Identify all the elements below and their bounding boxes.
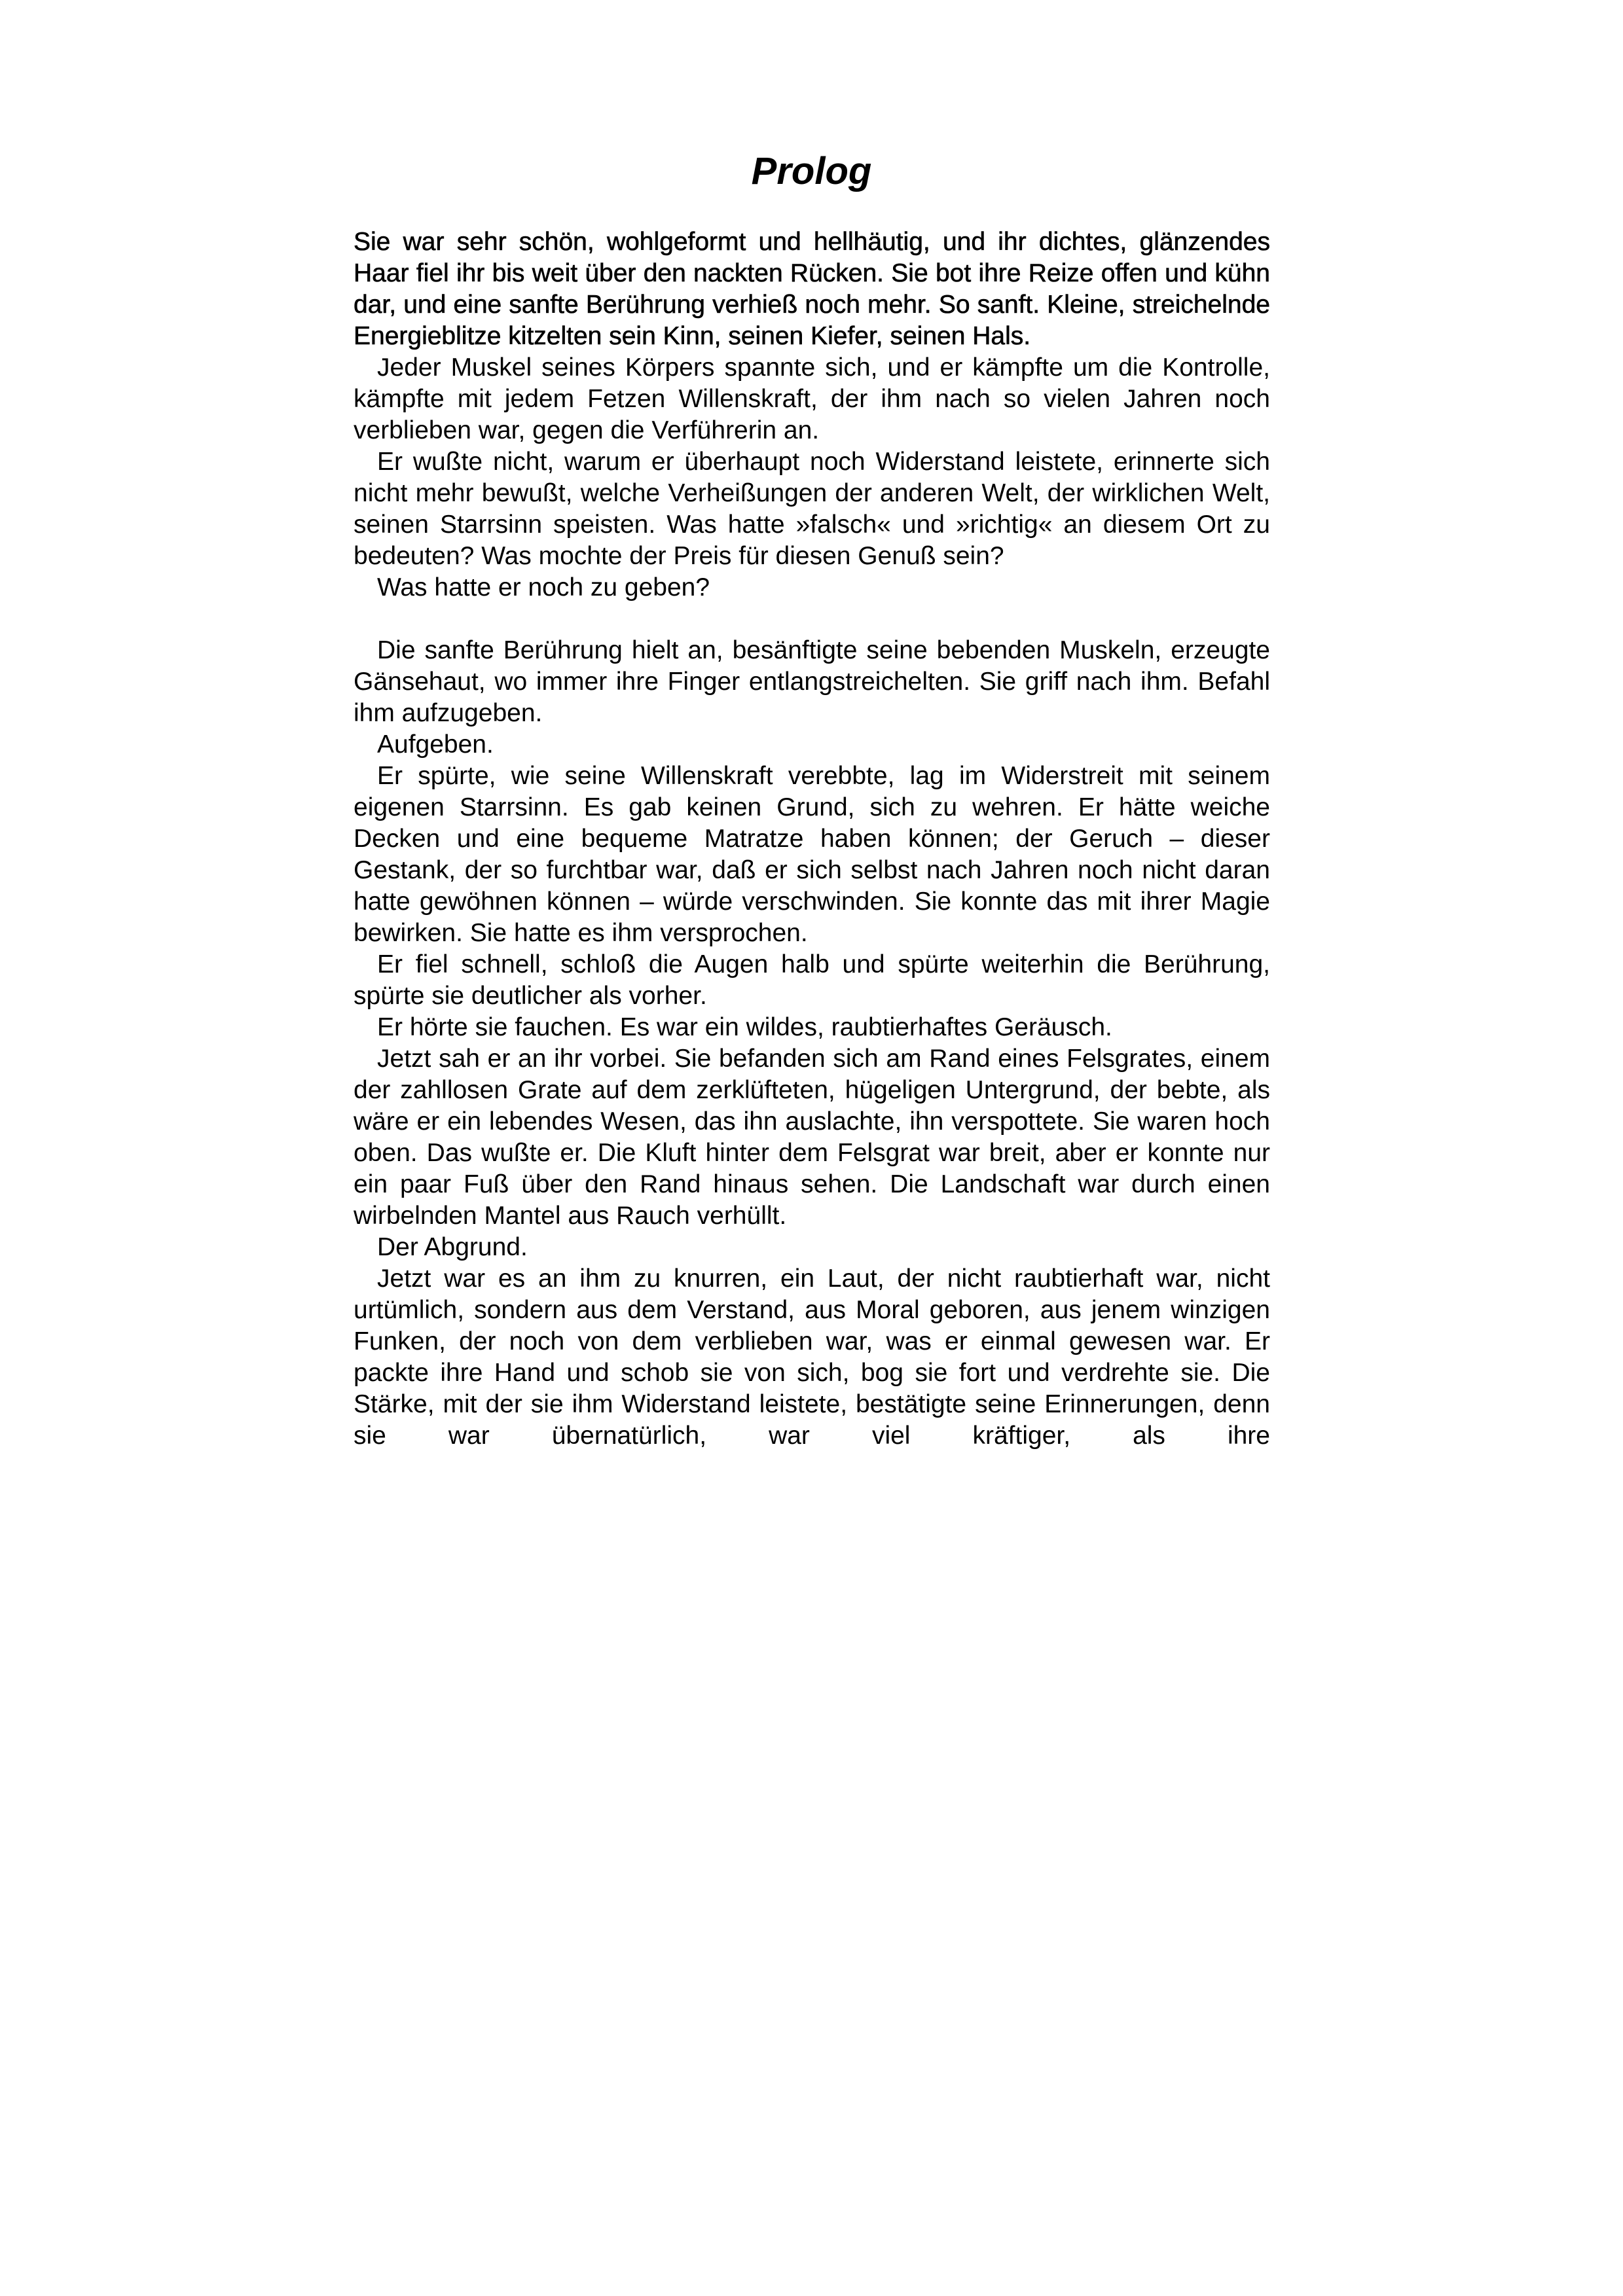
paragraph: Die sanfte Berührung hielt an, besänftigte seine bebenden Muskeln, erzeugte Gänsehaut, wo immer ihre Finger entlangstreichelten. Sie griff nach ihm. Befahl ihm aufzugeben. [354, 636, 1270, 727]
paragraph: Er hörte sie fauchen. Es war ein wildes, raubtierhaftes Geräusch. [377, 1013, 1112, 1041]
paragraph: Der Abgrund. [377, 1233, 528, 1261]
paragraph: Was hatte er noch zu geben? [377, 573, 710, 601]
prose-body [354, 226, 1270, 1452]
paragraph: Jetzt war es an ihm zu knurren, ein Laut, der nicht raubtierhaft war, nicht urtümlich, sondern aus dem Verstand, aus Moral geboren, aus jenem winzigen Funken, der noch von dem verblieben war, was er einmal gewesen war. Er packte ihre Hand und schob sie von sich, bog sie fort und verdrehte sie. Die Stärke, mit der sie ihm Widerstand leistete, bestätigte seine Erinnerungen, denn sie war übernatürlich, war viel kräftiger, als ihre [354, 1265, 1270, 1450]
paragraph: Er wußte nicht, warum er überhaupt noch Widerstand leistete, erinnerte sich nicht mehr bewußt, welche Verheißungen der anderen Welt, der wirklichen Welt, seinen Starrsinn speisten. Was hatte »falsch« und »richtig« an diesem Ort zu bedeuten? Was mochte der Preis für diesen Genuß sein? [354, 448, 1270, 570]
paragraph: Sie war sehr schön, wohlgeformt und hellhäutig, und ihr dichtes, glänzendes Haar fiel ihr bis weit über den nackten Rücken. Sie bot ihre Reize offen und kühn dar, und eine sanfte Berührung verhieß noch mehr. So sanft. Kleine, streichelnde Energieblitze kitzelten sein Kinn, seinen Kiefer, seinen Hals. [354, 228, 1270, 350]
paragraph: Aufgeben. [377, 730, 494, 759]
paragraph: Jeder Muskel seines Körpers spannte sich, und er kämpfte um die Kontrolle, kämpfte mit jedem Fetzen Willenskraft, der ihm nach so vielen Jahren noch verblieben war, gegen die Verführerin an. [354, 353, 1270, 444]
chapter-title: Prolog [751, 150, 872, 192]
paragraph: Er fiel schnell, schloß die Augen halb und spürte weiterhin die Berührung, spürte sie deutlicher als vorher. [354, 950, 1270, 1010]
paragraph: Jetzt sah er an ihr vorbei. Sie befanden sich am Rand eines Felsgrates, einem der zahllosen Grate auf dem zerklüfteten, hügeligen Untergrund, der bebte, als wäre er ein lebendes Wesen, das ihn auslachte, ihn verspottete. Sie waren hoch oben. Das wußte er. Die Kluft hinter dem Felsgrat war breit, aber er konnte nur ein paar Fuß über den Rand hinaus sehen. Die Landschaft war durch einen wirbelnden Mantel aus Rauch verhüllt. [354, 1045, 1270, 1230]
paragraph: Er spürte, wie seine Willenskraft verebbte, lag im Widerstreit mit seinem eigenen Starrsinn. Es gab keinen Grund, sich zu wehren. Er hätte weiche Decken und eine bequeme Matratze haben können; der Geruch – dieser Gestank, der so furchtbar war, daß er sich selbst nach Jahren noch nicht daran hatte gewöhnen können – würde verschwinden. Sie konnte das mit ihrer Magie bewirken. Sie hatte es ihm versprochen. [354, 762, 1270, 947]
